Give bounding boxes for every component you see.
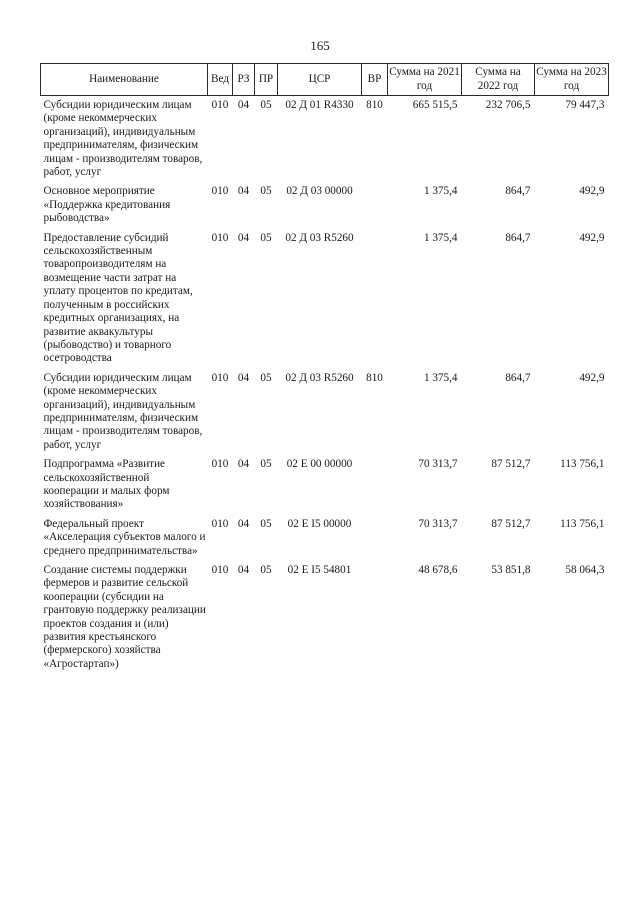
row-sum-2023: 492,9 [579,185,605,198]
row-ved: 010 [211,517,229,530]
row-sum-2021: 1 375,4 [423,185,458,198]
row-sum-2023: 492,9 [579,371,605,384]
row-sum-2021: 1 375,4 [423,231,458,244]
row-sum-2021: 665 515,5 [412,99,458,111]
row-vr [362,185,388,231]
row-ved: 010 [211,371,229,384]
table-row [41,458,609,518]
row-csr: 02 Д 03 R5260 [285,231,354,244]
table-row [41,372,609,458]
table-row [41,96,609,186]
header-sum-2022: Сумма на 2022 год [462,64,535,96]
row-sum-2021: 1 375,4 [423,371,458,384]
row-rz: 04 [237,517,250,530]
row-sum-2022: 87 512,7 [491,517,531,530]
row-rz: 04 [237,371,250,384]
row-pr: 05 [260,99,272,111]
row-rz: 04 [237,231,250,244]
row-sum-2022: 864,7 [505,185,531,198]
row-rz: 04 [237,458,250,471]
row-vr [362,458,388,518]
table-row [41,232,609,372]
row-pr: 05 [260,458,272,471]
header-sum-2023: Сумма на 2023 год [535,64,609,96]
header-pr: ПР [255,64,278,96]
row-name: Субсидии юридическим лицам (кроме некоммерческих организаций), индивидуальным предпринимателям, физическим лицам - производителям товаров, работ, услуг [43,99,203,179]
row-ved: 010 [211,458,229,471]
row-ved: 010 [211,99,229,111]
table-row [41,518,609,564]
row-ved: 010 [211,231,229,244]
row-sum-2023: 79 447,3 [565,99,605,111]
header-rz: РЗ [233,64,255,96]
row-sum-2022: 87 512,7 [491,458,531,471]
budget-table [40,63,609,677]
row-vr: 810 [366,99,383,111]
row-sum-2023: 113 756,1 [560,517,605,530]
row-sum-2023: 492,9 [579,231,605,244]
row-name: Федеральный проект «Акселерация субъектов малого и среднего предпринимательства» [43,517,206,557]
row-sum-2022: 864,7 [505,231,531,244]
row-ved: 010 [211,185,229,198]
header-csr: ЦСР [278,64,362,96]
row-name: Субсидии юридическим лицам (кроме некоммерческих организаций), индивидуальным предпринимателям, физическим лицам - производителям товаров, работ, услуг [43,371,203,451]
row-name: Подпрограмма «Развитие сельскохозяйственной кооперации и малых форм хозяйствования» [43,458,170,511]
row-csr: 02 Д 01 R4330 [285,99,354,111]
row-rz: 04 [237,99,250,111]
row-csr: 02 Д 03 R5260 [285,371,354,384]
row-sum-2021: 48 678,6 [418,564,458,576]
row-sum-2021: 70 313,7 [418,517,458,530]
row-sum-2021: 70 313,7 [418,458,458,471]
table-header-row [41,64,609,96]
page-number: 165 [310,38,330,53]
row-name: Создание системы поддержки фермеров и развитие сельской кооперации (субсидии на грантовую поддержку реализации проектов создания и (или) развития крестьянского (фермерского) хозяйства «Агростартап») [43,564,206,670]
row-rz: 04 [237,564,250,576]
row-pr: 05 [260,371,272,384]
row-pr: 05 [260,517,272,530]
row-sum-2022: 864,7 [505,371,531,384]
row-vr: 810 [366,371,383,384]
header-vr: ВР [362,64,388,96]
row-csr: 02 Е I5 00000 [287,517,352,530]
row-pr: 05 [260,185,272,198]
row-pr: 05 [260,564,272,576]
row-sum-2022: 53 851,8 [491,564,531,576]
row-csr: 02 Д 03 00000 [286,185,353,198]
row-csr: 02 Е I5 54801 [287,564,352,576]
table-row [41,185,609,231]
table-row [41,564,609,677]
header-ved: Вед [208,64,233,96]
row-sum-2022: 232 706,5 [485,99,531,111]
row-name: Основное мероприятие «Поддержка кредитования рыбоводства» [43,185,171,225]
row-pr: 05 [260,231,272,244]
row-vr [362,518,388,564]
row-sum-2023: 113 756,1 [560,458,605,471]
row-csr: 02 Е 00 00000 [286,458,353,471]
header-name: Наименование [41,64,208,96]
header-sum-2021: Сумма на 2021 год [388,64,462,96]
row-sum-2023: 58 064,3 [565,564,605,576]
row-vr [362,232,388,372]
row-vr [362,564,388,677]
row-ved: 010 [211,564,229,576]
row-name: Предоставление субсидий сельскохозяйственным товаропроизводителям на возмещение части затрат на уплату процентов по кредитам, полученным в российских кредитных организациях, на развитие аквакультуры (рыбоводство) и товарного осетроводства [43,231,193,365]
row-rz: 04 [237,185,250,198]
